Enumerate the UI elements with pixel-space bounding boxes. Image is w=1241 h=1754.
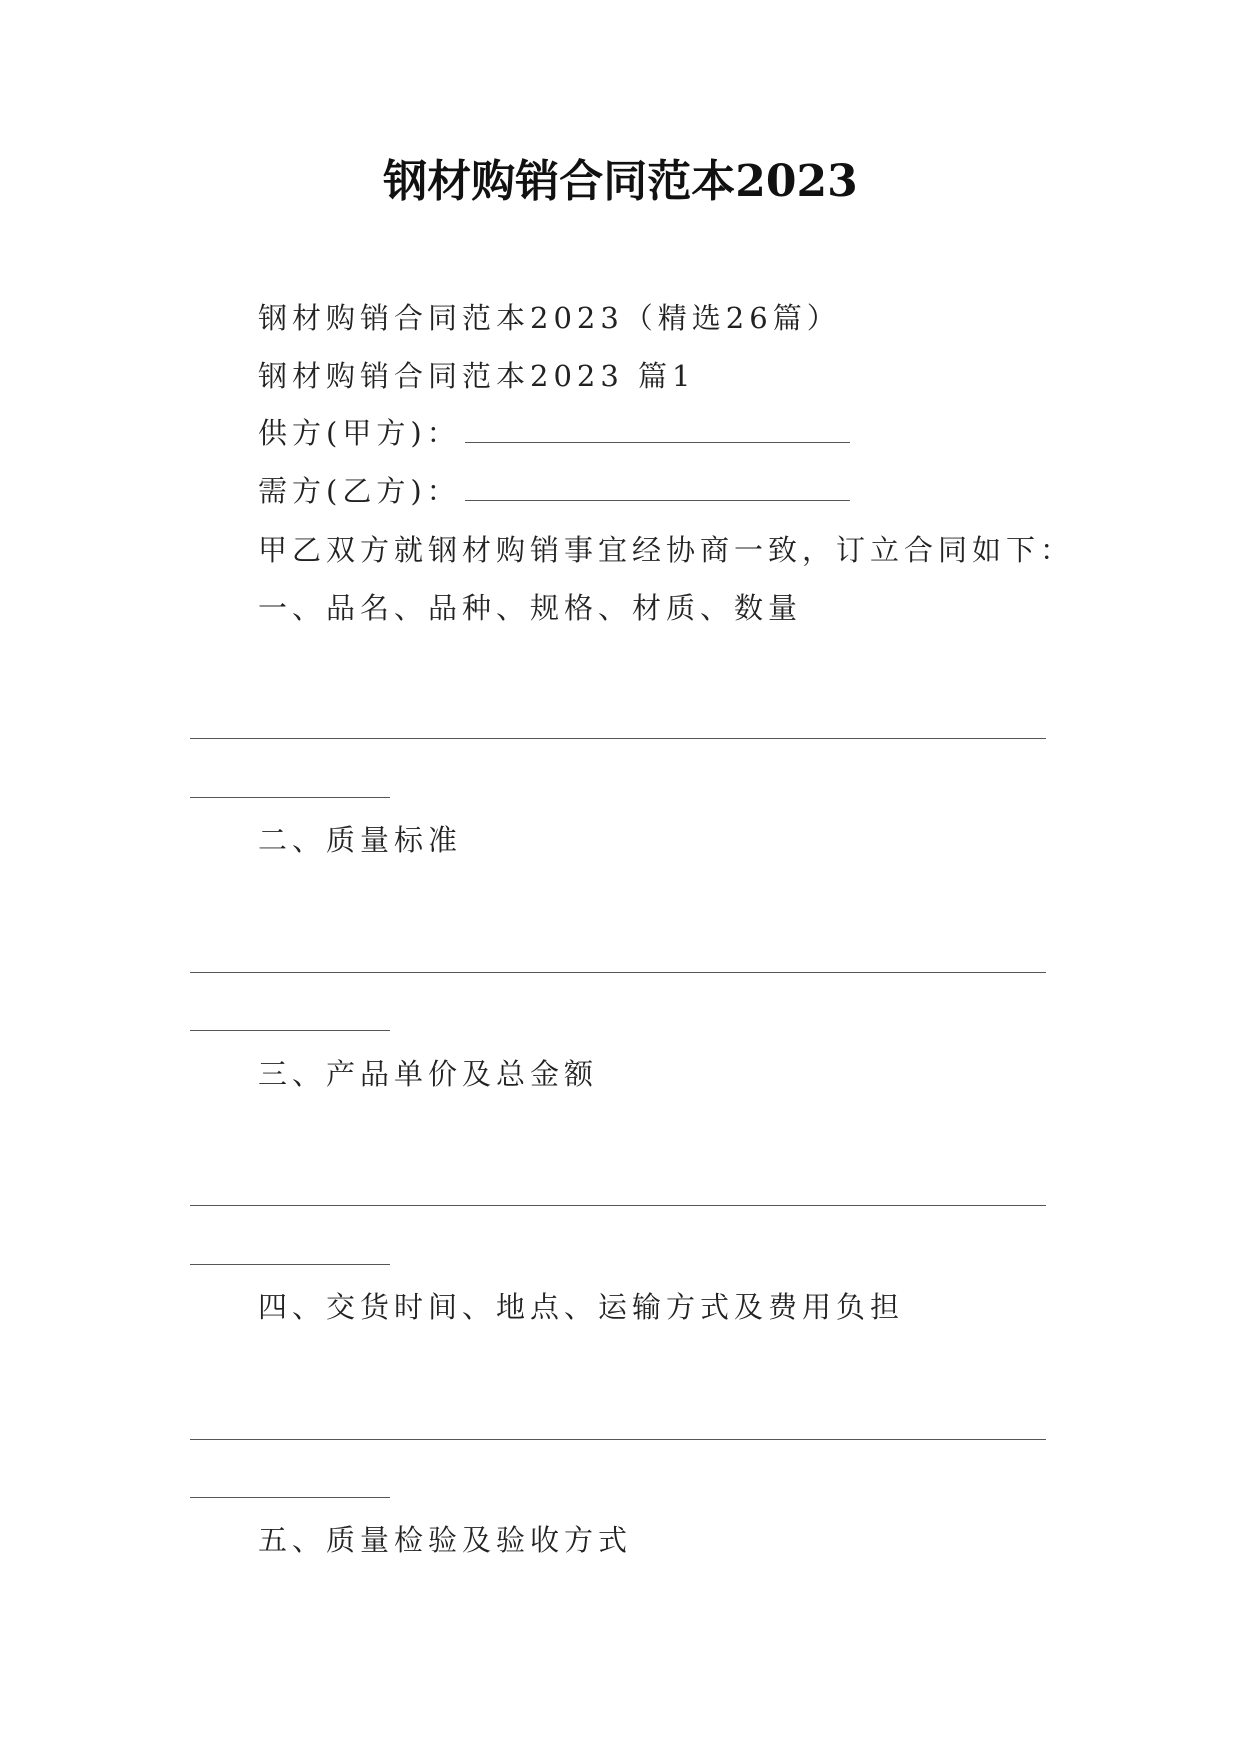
- fill-in-line: [190, 972, 1046, 973]
- supplier-row: [258, 413, 850, 453]
- buyer-row: [258, 471, 850, 511]
- section-heading: 四、交货时间、地点、运输方式及费用负担: [258, 1290, 905, 1324]
- fill-in-line: [190, 1264, 390, 1265]
- section-heading: 二、质量标准: [258, 823, 463, 857]
- section-heading: 五、质量检验及验收方式: [258, 1523, 633, 1557]
- buyer-blank-field[interactable]: [465, 478, 850, 501]
- fill-in-line: [190, 1497, 390, 1498]
- supplier-blank-field[interactable]: [465, 420, 850, 443]
- fill-in-line: [190, 1030, 390, 1031]
- document-subtitle: 钢材购销合同范本2023（精选26篇）: [258, 301, 841, 335]
- fill-in-line: [190, 738, 1046, 739]
- fill-in-line: [190, 1439, 1046, 1440]
- section-heading: 一、品名、品种、规格、材质、数量: [258, 591, 803, 625]
- fill-in-line: [190, 1205, 1046, 1206]
- buyer-label: 需方(乙方)：: [258, 474, 461, 508]
- fill-in-line: [190, 797, 390, 798]
- article-heading: 钢材购销合同范本2023 篇1: [258, 359, 696, 393]
- section-heading: 三、产品单价及总金额: [258, 1057, 599, 1091]
- intro-paragraph: 甲乙双方就钢材购销事宜经协商一致，订立合同如下：: [258, 533, 1075, 567]
- supplier-label: 供方(甲方)：: [258, 416, 461, 450]
- document-title: 钢材购销合同范本2023: [383, 156, 858, 207]
